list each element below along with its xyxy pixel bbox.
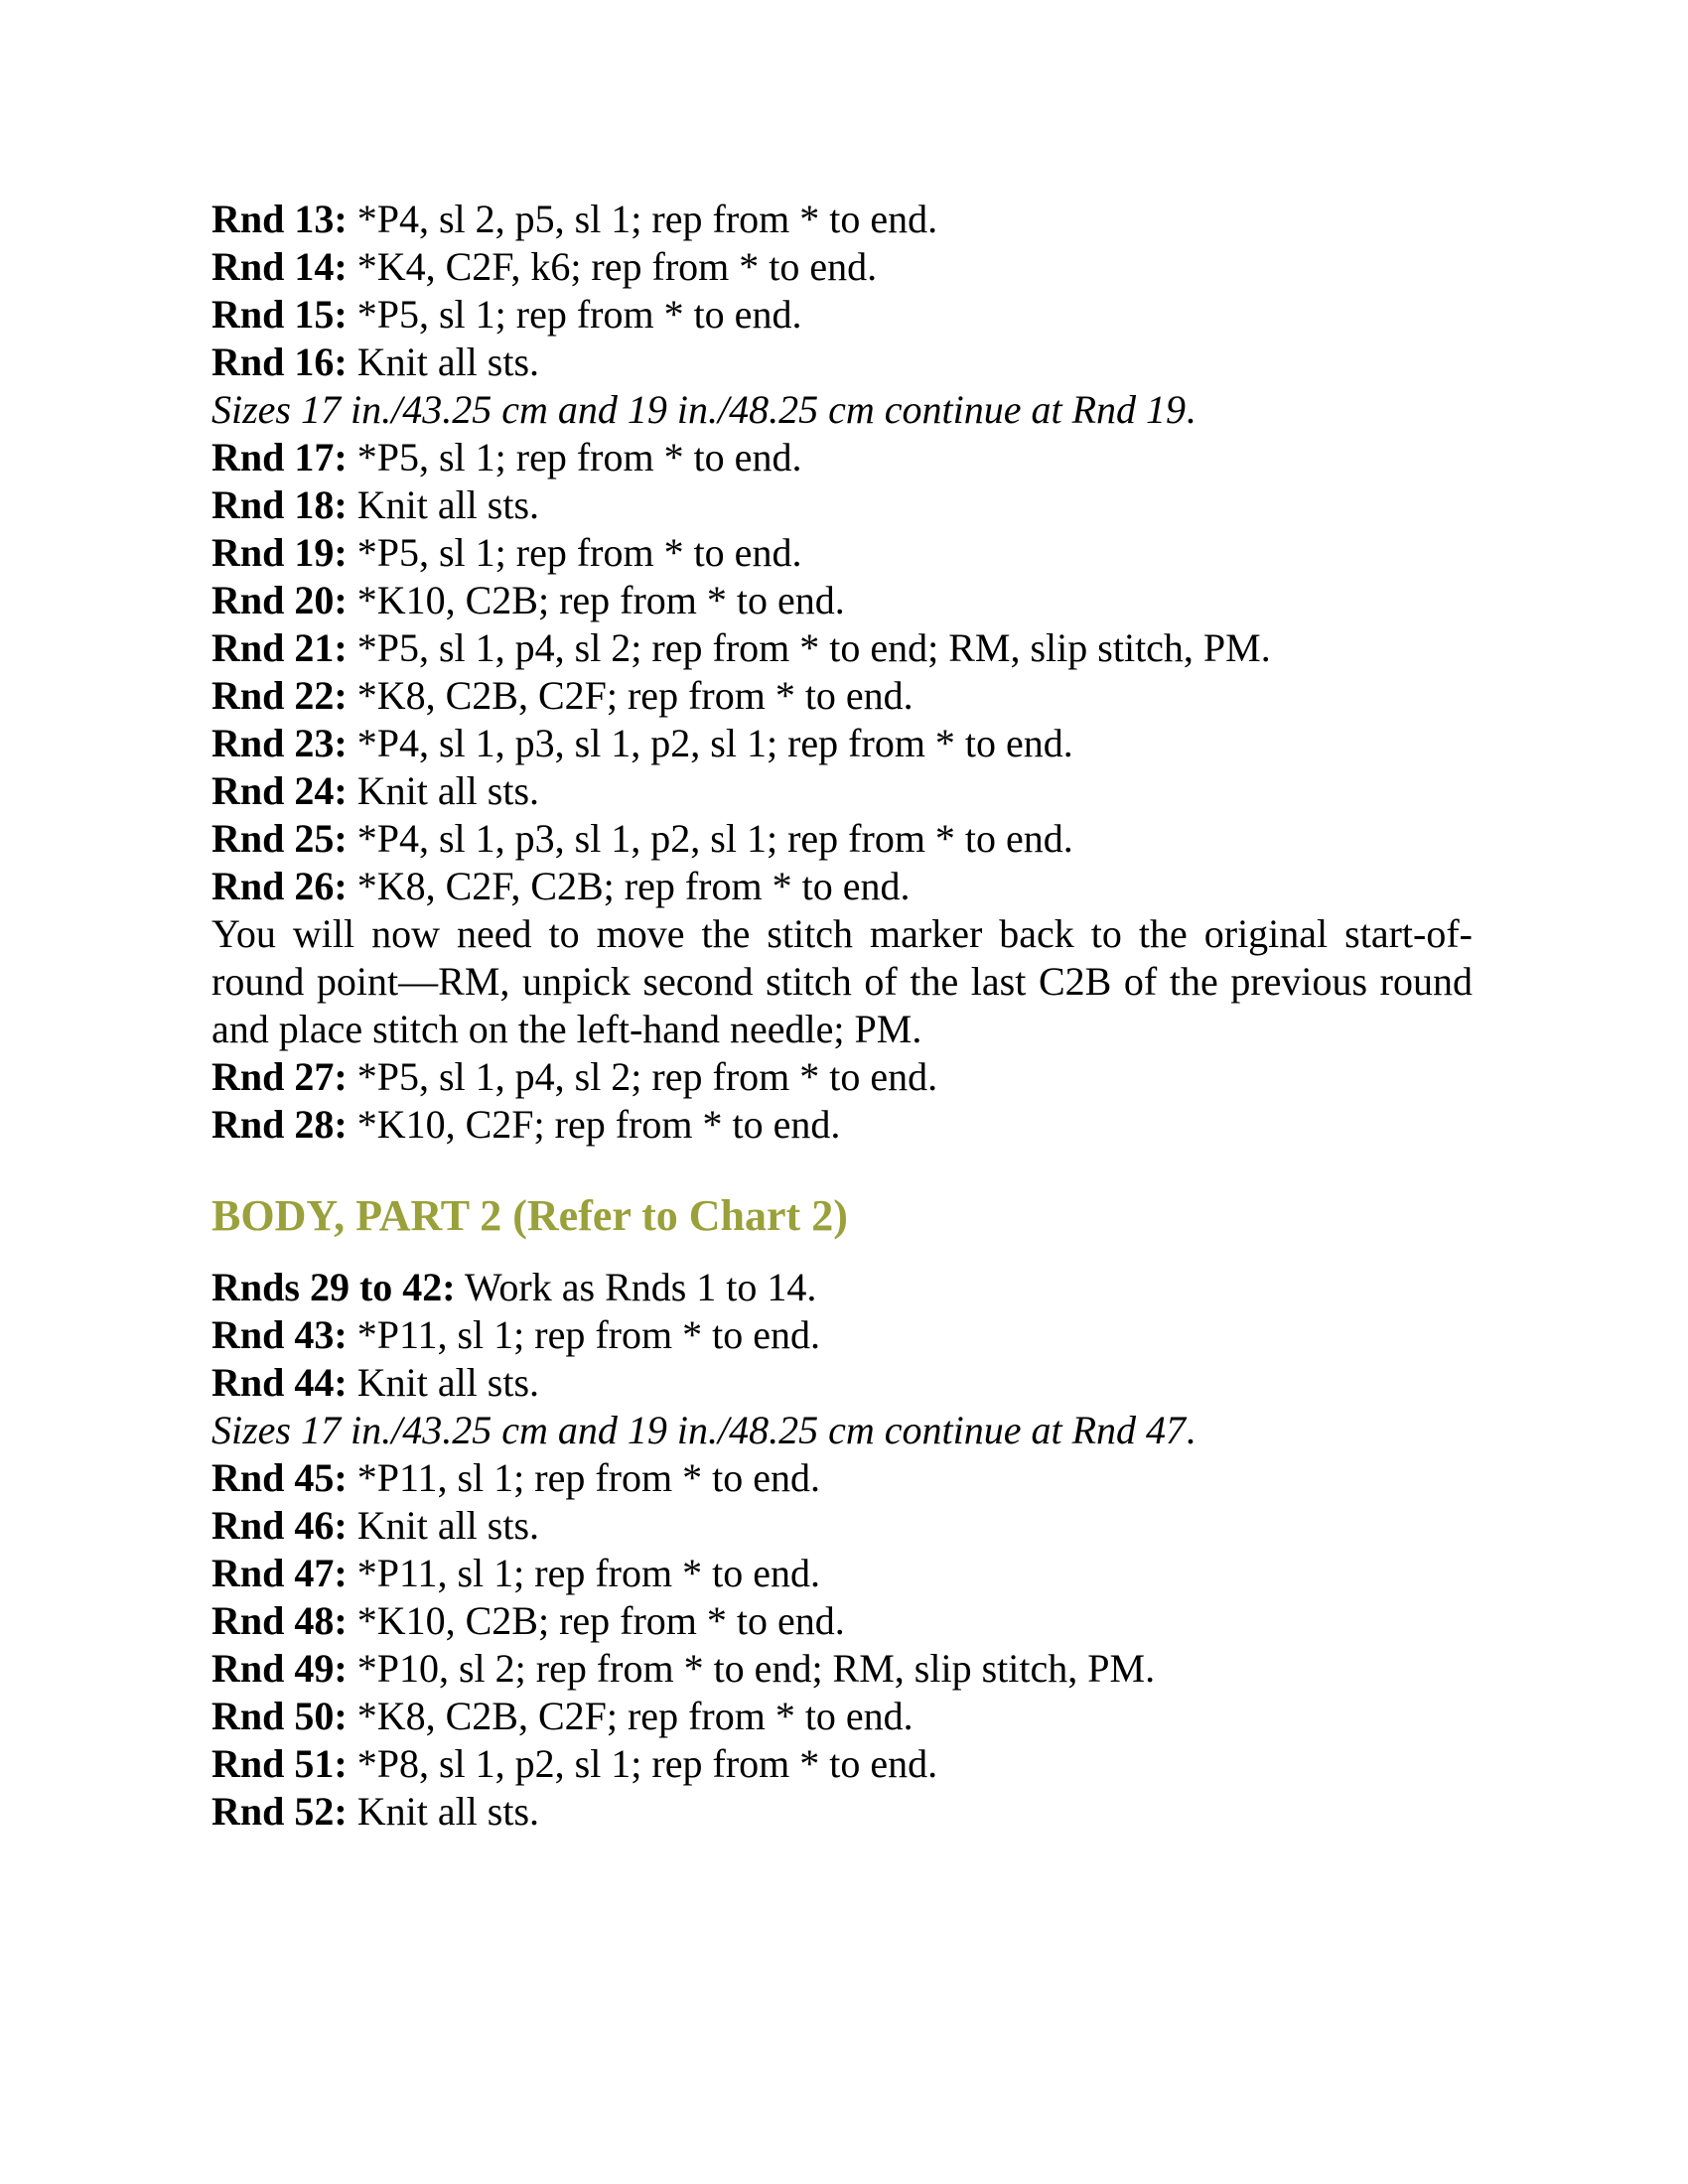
- round-label: Rnd 28:: [211, 1102, 348, 1147]
- round-label: Rnd 49:: [211, 1646, 348, 1691]
- round-label: Rnd 21:: [211, 625, 348, 670]
- round-instruction: [211, 291, 1473, 339]
- round-text: *P11, sl 1; rep from * to end.: [347, 1551, 820, 1595]
- round-text: *P5, sl 1; rep from * to end.: [347, 530, 802, 575]
- round-instruction: [211, 1502, 1473, 1550]
- round-instruction: [211, 1550, 1473, 1597]
- round-text: *P10, sl 2; rep from * to end; RM, slip stitch, PM.: [347, 1646, 1156, 1691]
- round-text: *P4, sl 1, p3, sl 1, p2, sl 1; rep from * to end.: [347, 816, 1073, 861]
- size-note-period: .: [1186, 1408, 1196, 1452]
- round-label: Rnd 46:: [211, 1503, 348, 1548]
- round-instruction: [211, 1645, 1473, 1693]
- round-text: *P11, sl 1; rep from * to end.: [347, 1312, 820, 1357]
- round-text: Work as Rnds 1 to 14.: [455, 1265, 817, 1309]
- round-label: Rnd 43:: [211, 1312, 348, 1357]
- round-label: Rnd 25:: [211, 816, 348, 861]
- round-label: Rnd 14:: [211, 244, 348, 289]
- round-text: *K10, C2F; rep from * to end.: [347, 1102, 841, 1147]
- section-heading: BODY, PART 2 (Refer to Chart 2): [211, 1191, 848, 1240]
- round-instruction: [211, 767, 1473, 815]
- round-text: *K8, C2F, C2B; rep from * to end.: [347, 864, 911, 908]
- round-instruction: [211, 863, 1473, 910]
- round-instruction: [211, 1264, 1473, 1311]
- round-label: Rnds 29 to 42:: [211, 1265, 456, 1309]
- round-instruction: [211, 434, 1473, 481]
- round-text: Knit all sts.: [347, 1360, 540, 1405]
- round-label: Rnd 15:: [211, 292, 348, 337]
- round-instruction: [211, 672, 1473, 720]
- round-text: *P5, sl 1, p4, sl 2; rep from * to end; RM, slip stitch, PM.: [347, 625, 1271, 670]
- size-note-text: Sizes 17 in./43.25 cm and 19 in./48.25 cm continue at Rnd 19: [211, 387, 1187, 432]
- body-part-1-rounds: [211, 196, 1473, 1149]
- round-text: *P5, sl 1; rep from * to end.: [347, 292, 802, 337]
- round-text: *K4, C2F, k6; rep from * to end.: [347, 244, 878, 289]
- round-text: *K10, C2B; rep from * to end.: [347, 578, 845, 622]
- round-text: *K8, C2B, C2F; rep from * to end.: [347, 673, 914, 718]
- round-text: *P5, sl 1; rep from * to end.: [347, 435, 802, 479]
- round-instruction: [211, 815, 1473, 863]
- round-instruction: [211, 720, 1473, 767]
- round-label: Rnd 24:: [211, 768, 348, 813]
- round-text: *K8, C2B, C2F; rep from * to end.: [347, 1694, 914, 1738]
- round-text: *K10, C2B; rep from * to end.: [347, 1598, 845, 1643]
- round-instruction: [211, 481, 1473, 529]
- round-text: *P11, sl 1; rep from * to end.: [347, 1455, 820, 1500]
- round-instruction: [211, 339, 1473, 386]
- round-text: *P8, sl 1, p2, sl 1; rep from * to end.: [347, 1741, 938, 1786]
- round-label: Rnd 23:: [211, 721, 348, 765]
- round-instruction: [211, 624, 1473, 672]
- instruction-paragraph: You will now need to move the stitch marker back to the original start-of-round point—RM, unpick second stitch of the last C2B of the previous round and place stitch on the left-hand needle; PM.: [211, 911, 1473, 1051]
- round-label: Rnd 17:: [211, 435, 348, 479]
- round-instruction: [211, 1311, 1473, 1359]
- round-label: Rnd 26:: [211, 864, 348, 908]
- round-label: Rnd 45:: [211, 1455, 348, 1500]
- round-instruction: [211, 1101, 1473, 1149]
- round-text: Knit all sts.: [347, 482, 540, 527]
- round-label: Rnd 18:: [211, 482, 348, 527]
- round-text: *P4, sl 1, p3, sl 1, p2, sl 1; rep from * to end.: [347, 721, 1073, 765]
- round-label: Rnd 16:: [211, 340, 348, 384]
- pattern-page: [211, 196, 1473, 1836]
- round-instruction: [211, 577, 1473, 624]
- round-text: *P5, sl 1, p4, sl 2; rep from * to end.: [347, 1054, 938, 1099]
- round-label: Rnd 19:: [211, 530, 348, 575]
- round-label: Rnd 44:: [211, 1360, 348, 1405]
- size-note-text: Sizes 17 in./43.25 cm and 19 in./48.25 cm continue at Rnd 47: [211, 1408, 1187, 1452]
- size-note: [211, 1407, 1473, 1454]
- round-label: Rnd 20:: [211, 578, 348, 622]
- round-instruction: [211, 1788, 1473, 1836]
- round-label: Rnd 47:: [211, 1551, 348, 1595]
- round-instruction: [211, 196, 1473, 243]
- round-label: Rnd 52:: [211, 1789, 348, 1834]
- round-instruction: [211, 529, 1473, 577]
- round-instruction: [211, 1359, 1473, 1407]
- round-label: Rnd 50:: [211, 1694, 348, 1738]
- round-label: Rnd 27:: [211, 1054, 348, 1099]
- round-instruction: [211, 1053, 1473, 1101]
- round-instruction: [211, 243, 1473, 291]
- round-text: Knit all sts.: [347, 340, 540, 384]
- body-part-2-rounds: [211, 1264, 1473, 1836]
- round-text: Knit all sts.: [347, 1503, 540, 1548]
- size-note: [211, 386, 1473, 434]
- round-instruction: [211, 1454, 1473, 1502]
- size-note-period: .: [1186, 387, 1196, 432]
- round-instruction: [211, 1597, 1473, 1645]
- round-label: Rnd 48:: [211, 1598, 348, 1643]
- round-text: Knit all sts.: [347, 1789, 540, 1834]
- round-text: Knit all sts.: [347, 768, 540, 813]
- round-text: *P4, sl 2, p5, sl 1; rep from * to end.: [347, 197, 938, 241]
- round-label: Rnd 22:: [211, 673, 348, 718]
- round-label: Rnd 51:: [211, 1741, 348, 1786]
- round-instruction: [211, 1693, 1473, 1740]
- round-instruction: [211, 1740, 1473, 1788]
- round-label: Rnd 13:: [211, 197, 348, 241]
